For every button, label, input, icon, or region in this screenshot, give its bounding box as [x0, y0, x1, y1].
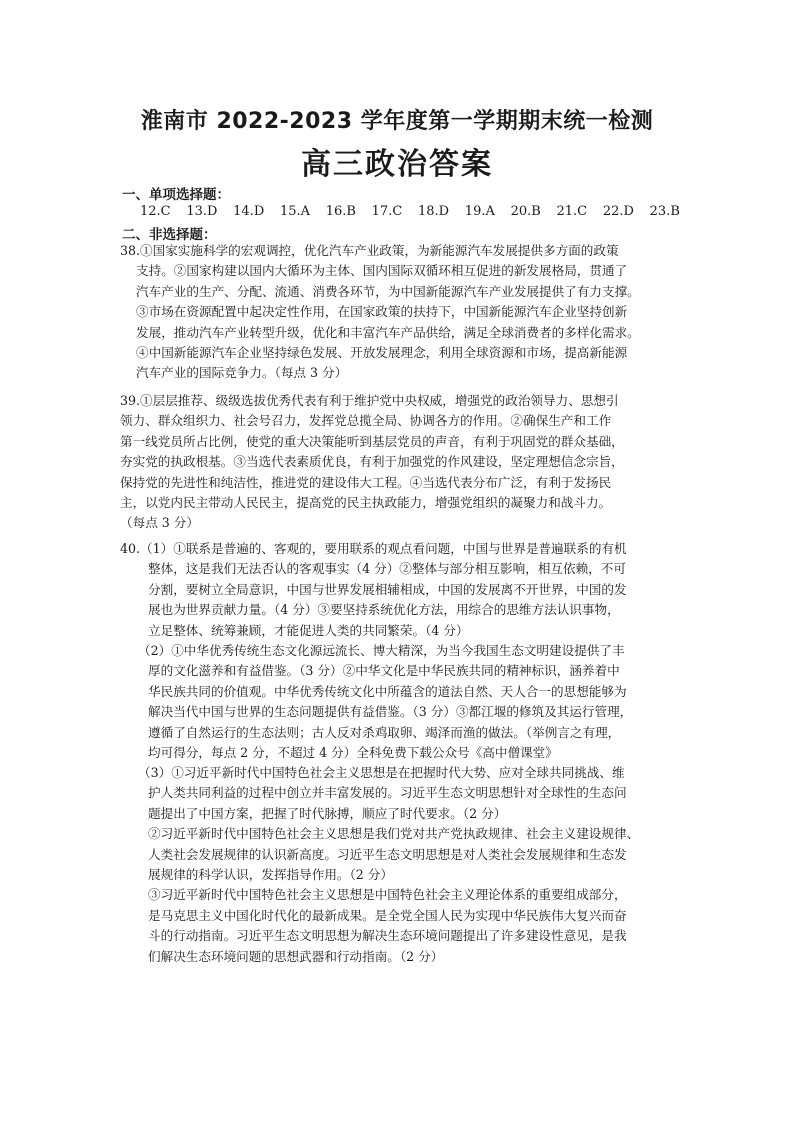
question-40-part-1: [120, 539, 627, 641]
answer-17: 17.C: [371, 204, 403, 219]
answer-line: 解决当代中国与世界的生态问题提供有益借鉴。（3 分）③都江堰的修筑及其运行管理，: [148, 704, 633, 720]
answer-21: 21.C: [556, 204, 588, 219]
question-40-part-3: [138, 763, 639, 967]
answer-line: 整体，这是我们无法否认的客观事实（4 分）②整体与部分相互影响，相互依赖，不可: [148, 561, 626, 577]
answer-line: 40.（1）①联系是普遍的、客观的，要用联系的观点看问题，中国与世界是普遍联系的有机: [120, 541, 627, 556]
answer-line: （3）①习近平新时代中国特色社会主义思想是在把握时代大势、应对全球共同挑战、维: [138, 765, 625, 780]
answer-title: 高三政治答案: [301, 147, 493, 182]
answer-line: 华民族共同的价值观。中华优秀传统文化中所蕴含的道法自然、天人合一的思想能够为: [148, 683, 627, 699]
answer-line: 均可得分，每点 2 分，不超过 4 分）全科免费下载公众号《高中僧课堂》: [148, 744, 558, 760]
answer-line: （2）①中华优秀传统生态文化源远流长、博大精深，为当今我国生态文明建设提供了丰: [138, 643, 625, 658]
answer-line: 汽车产业的生产、分配、流通、消费各环节，为中国新能源汽车产业发展提供了有力支撑。: [136, 283, 640, 299]
answer-line: 39.①层层推荐、级级选拔优秀代表有利于维护党中央权威，增强党的政治领导力、思想引: [120, 393, 619, 408]
answer-18: 18.D: [417, 204, 450, 219]
answer-line: 发展，推动汽车产业转型升级，优化和丰富汽车产品供给，满足全球消费者的多样化需求。: [136, 324, 640, 340]
answer-22: 22.D: [602, 204, 634, 219]
answer-line: 汽车产业的国际竞争力。（每点 3 分）: [136, 365, 348, 381]
answer-line: ②习近平新时代中国特色社会主义思想是我们党对共产党执政规律、社会主义建设规律、: [148, 826, 640, 842]
answer-line: 厚的文化滋养和有益借鉴。（3 分）②中华文化是中华民族共同的精神标识，涵养着中: [148, 663, 620, 679]
answer-line: ④中国新能源汽车企业坚持绿色发展、开放发展理念，利用全球资源和市场，提高新能源: [136, 344, 628, 360]
answer-line: 立足整体、统筹兼顾，才能促进人类的共同繁荣。（4 分）: [148, 622, 469, 638]
answer-16: 16.B: [325, 204, 356, 219]
answer-line: 展规律的科学认识，发挥指导作用。（2 分）: [148, 866, 393, 882]
answer-line: 38.①国家实施科学的宏观调控，优化汽车产业政策，为新能源汽车发展提供多方面的政策: [120, 243, 619, 258]
answer-line: 第一线党员所占比例，使党的重大决策能听到基层党员的声音，有利于巩固党的群众基础，: [120, 433, 624, 449]
answer-line: 人类社会发展规律的认识新高度。习近平生态文明思想是对人类社会发展规律和生态发: [148, 846, 627, 862]
answer-12: 12.C: [140, 204, 171, 219]
answer-line: 斗的行动指南。习近平生态文明思想为解决生态环境问题提出了许多建设性意见，是我: [148, 928, 627, 944]
section-heading-choice: 一、单项选择题：: [122, 187, 230, 203]
question-40-part-2: [138, 641, 632, 763]
answer-line: 遵循了自然运行的生态法则；古人反对杀鸡取卵、竭泽而渔的做法。（举例言之有理，: [148, 724, 621, 740]
answer-line: 夯实党的执政根基。③当选代表素质优良，有利于加强党的作风建设，坚定理想信念宗旨，: [120, 454, 624, 470]
answer-20: 20.B: [510, 204, 541, 219]
answer-line: ③习近平新时代中国特色社会主义思想是中国特色社会主义理论体系的重要组成部分，: [148, 887, 627, 903]
question-38-answer: [120, 241, 640, 384]
section-heading-nonchoice: 二、非选择题：: [122, 227, 217, 243]
answer-line: 们解决生态环境问题的思想武器和行动指南。（2 分）: [148, 948, 444, 964]
answer-line: 主，以党内民主带动人民民主，提高党的民主执政能力，增强党组织的凝聚力和战斗力。: [120, 494, 612, 510]
question-39-answer: [120, 391, 624, 534]
choice-answer-row: [140, 204, 680, 219]
answer-15: 15.A: [279, 204, 311, 219]
answer-line: 分割，要树立全局意识，中国与世界发展相辅相成，中国的发展离不开世界，中国的发: [148, 581, 627, 597]
exam-title: 淮南市 2022-2023 学年度第一学期期末统一检测: [140, 109, 654, 134]
answer-19: 19.A: [464, 204, 495, 219]
answer-14: 14.D: [233, 204, 265, 219]
answer-line: 保持党的先进性和纯洁性，推进党的建设伟大工程。④当选代表分布广泛，有利于发扬民: [120, 474, 612, 490]
answer-line: 支持。②国家构建以国内大循环为主体、国内国际双循环相互促进的新发展格局，贯通了: [136, 263, 628, 279]
answer-line: （每点 3 分）: [120, 515, 199, 531]
answer-line: 展也为世界贡献力量。（4 分）③要坚持系统优化方法，用综合的思维方法认识事物，: [148, 602, 620, 618]
answer-line: 护人类共同利益的过程中创立并丰富发展的。习近平生态文明思想针对全球性的生态问: [148, 785, 627, 801]
answer-13: 13.D: [186, 204, 218, 219]
answer-23: 23.B: [649, 204, 680, 219]
answer-line: 领力、群众组织力、社会号召力，发挥党总揽全局、协调各方的作用。②确保生产和工作: [120, 413, 612, 429]
answer-line: 是马克思主义中国化时代化的最新成果。是全党全国人民为实现中华民族伟大复兴而奋: [148, 907, 627, 923]
answer-line: 题提出了中国方案，把握了时代脉搏，顺应了时代要求。（2 分）: [148, 805, 507, 821]
answer-line: ③市场在资源配置中起决定性作用，在国家政策的扶持下，中国新能源汽车企业坚持创新: [136, 304, 628, 320]
